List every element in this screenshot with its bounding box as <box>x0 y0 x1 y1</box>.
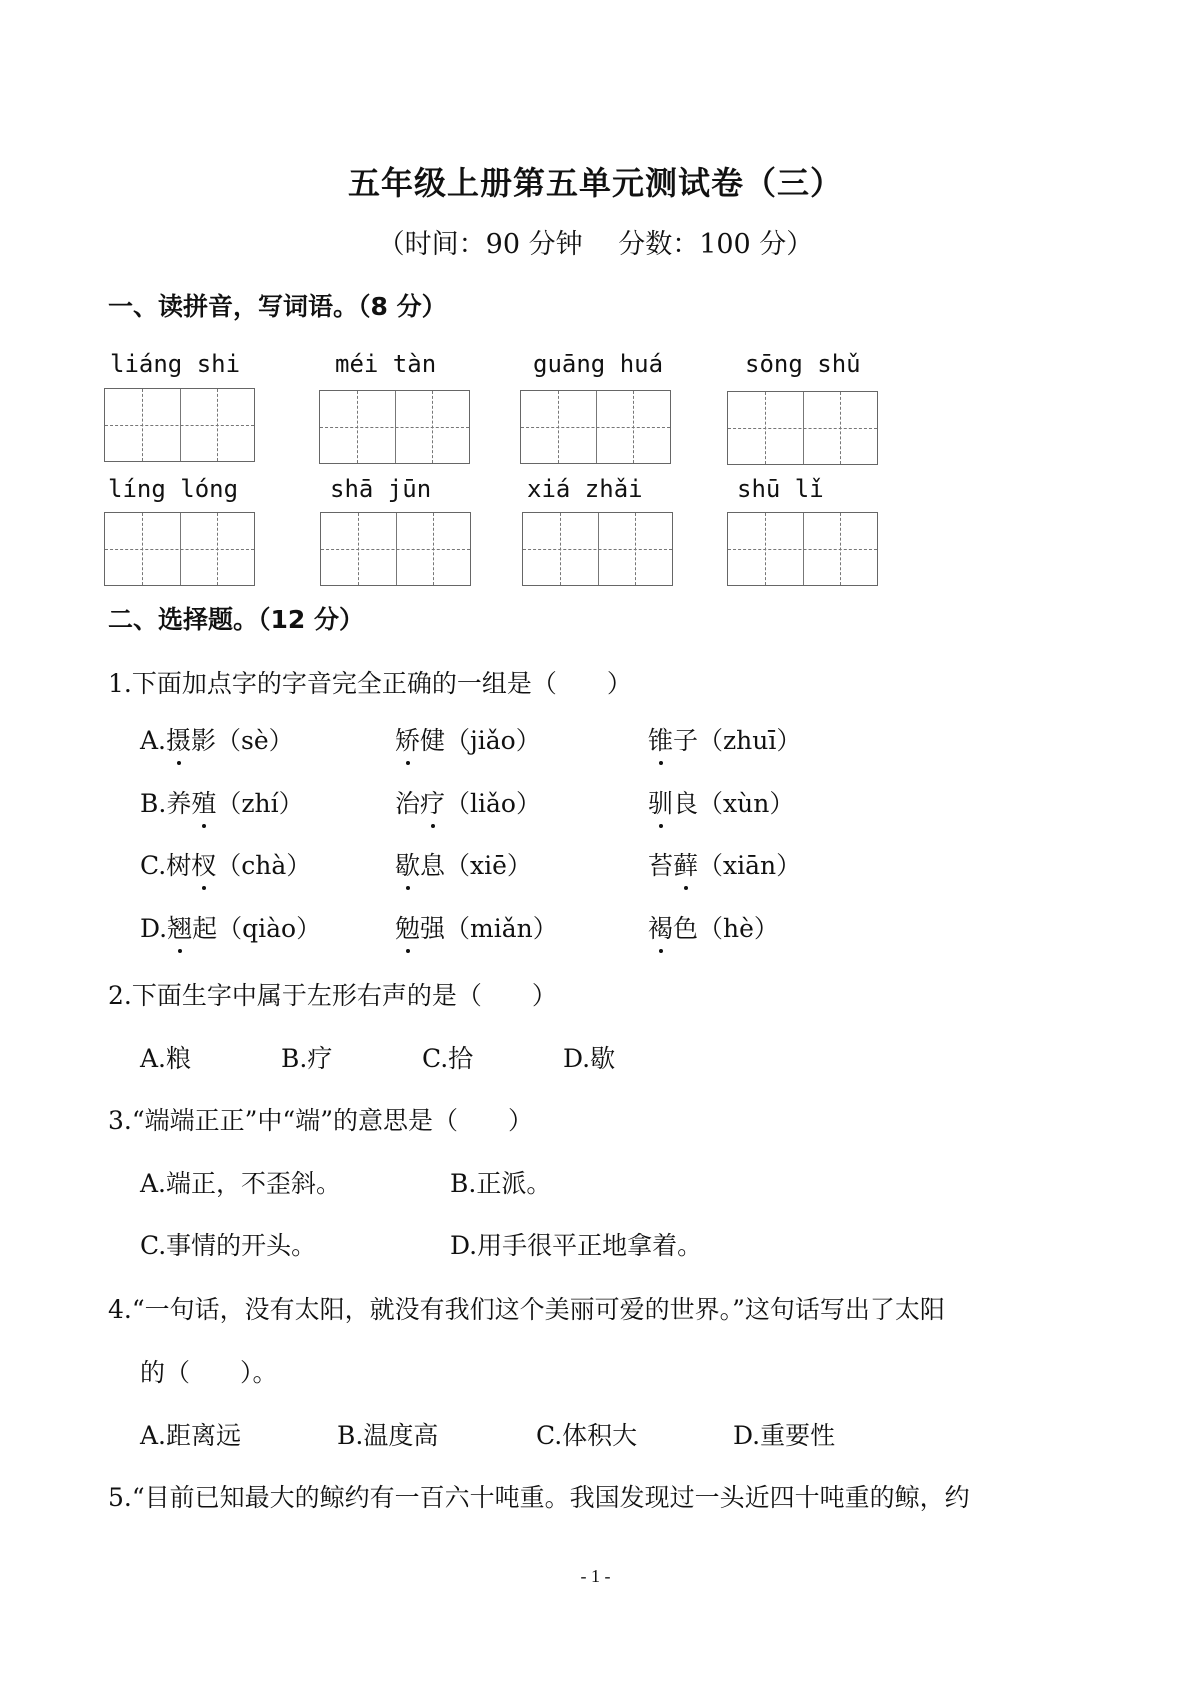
q4-option-d[interactable]: D.重要性 <box>733 1421 836 1450</box>
text: 树 <box>166 851 192 880</box>
text: （chà） <box>216 851 312 880</box>
q1-option-b[interactable] <box>140 784 304 820</box>
page-number: - 1 - <box>580 1566 611 1586</box>
writing-grid[interactable] <box>104 388 255 462</box>
question-4-stem: 4.“一句话，没有太阳，就没有我们这个美丽可爱的世界。”这句话写出了太阳 <box>108 1295 945 1324</box>
pinyin-label: shū lǐ <box>737 475 824 503</box>
q1-option-d-word2 <box>395 909 558 945</box>
writing-grid[interactable] <box>319 390 470 464</box>
writing-grid[interactable] <box>727 391 878 465</box>
exam-info: （时间：90 分钟 分数：100 分） <box>377 229 814 260</box>
q3-option-a[interactable]: A.端正，不歪斜。 <box>140 1169 342 1198</box>
q1-option-c[interactable] <box>140 846 311 882</box>
q1-option-b-word3 <box>648 784 794 820</box>
text: 苔 <box>648 851 674 880</box>
question-4-stem-cont: 的（ ）。 <box>140 1358 278 1387</box>
q1-option-d[interactable] <box>140 909 321 945</box>
option-label: C. <box>140 851 167 880</box>
q1-option-a-word3 <box>648 721 801 757</box>
dotted-char: 藓 <box>673 846 698 882</box>
q1-option-c-word3 <box>648 846 801 882</box>
q2-option-c[interactable]: C.拾 <box>422 1044 474 1073</box>
question-5-stem: 5.“目前已知最大的鲸约有一百六十吨重。我国发现过一头近四十吨重的鲸，约 <box>108 1483 970 1512</box>
q2-option-a[interactable]: A.粮 <box>140 1044 192 1073</box>
text: 健（jiǎo） <box>420 726 541 755</box>
text: 子（zhuī） <box>673 726 802 755</box>
pinyin-label: shā jūn <box>330 475 432 503</box>
q4-option-c[interactable]: C.体积大 <box>536 1421 638 1450</box>
text: 起（qiào） <box>192 914 322 943</box>
q2-option-d[interactable]: D.歇 <box>563 1044 616 1073</box>
dotted-char: 褐 <box>648 909 673 945</box>
dotted-char: 驯 <box>648 784 673 820</box>
pinyin-label: liáng shi <box>110 350 241 378</box>
q1-option-a[interactable] <box>140 721 294 757</box>
text: 强（miǎn） <box>420 914 558 943</box>
q1-option-b-word2 <box>395 784 541 820</box>
text: 治 <box>395 789 421 818</box>
pinyin-label: guāng huá <box>533 350 664 378</box>
text: （zhí） <box>216 789 304 818</box>
section2-heading: 二、选择题。（12 分） <box>108 605 364 634</box>
q1-option-c-word2 <box>395 846 532 882</box>
text: 色（hè） <box>673 914 779 943</box>
dotted-char: 疗 <box>420 784 445 820</box>
pinyin-label: sōng shǔ <box>745 350 861 378</box>
writing-grid[interactable] <box>727 512 878 586</box>
writing-grid[interactable] <box>320 512 471 586</box>
pinyin-label: méi tàn <box>335 350 437 378</box>
q4-option-a[interactable]: A.距离远 <box>140 1421 242 1450</box>
dotted-char: 歇 <box>395 846 420 882</box>
q1-option-a-word2 <box>395 721 541 757</box>
pinyin-label: líng lóng <box>108 475 239 503</box>
option-label: A. <box>140 726 167 755</box>
q2-option-b[interactable]: B.疗 <box>281 1044 333 1073</box>
option-label: D. <box>140 914 168 943</box>
dotted-char: 矫 <box>395 721 420 757</box>
dotted-char: 摄 <box>166 721 191 757</box>
q3-option-c[interactable]: C.事情的开头。 <box>140 1231 317 1260</box>
q4-option-b[interactable]: B.温度高 <box>337 1421 439 1450</box>
question-2-stem: 2.下面生字中属于左形右声的是（ ） <box>108 981 557 1010</box>
text: 影（sè） <box>191 726 294 755</box>
text: 息（xiē） <box>420 851 532 880</box>
text: 良（xùn） <box>673 789 795 818</box>
q1-option-d-word3 <box>648 909 779 945</box>
question-3-stem: 3.“端端正正”中“端”的意思是（ ） <box>108 1106 533 1135</box>
dotted-char: 勉 <box>395 909 420 945</box>
dotted-char: 翘 <box>167 909 192 945</box>
dotted-char: 杈 <box>191 846 216 882</box>
dotted-char: 殖 <box>191 784 216 820</box>
pinyin-label: xiá zhǎi <box>527 475 643 503</box>
dotted-char: 锥 <box>648 721 673 757</box>
text: 养 <box>166 789 192 818</box>
section1-heading: 一、读拼音，写词语。（8 分） <box>108 292 447 321</box>
question-1-stem: 1.下面加点字的字音完全正确的一组是（ ） <box>108 669 632 698</box>
writing-grid[interactable] <box>520 390 671 464</box>
text: （xiān） <box>698 851 802 880</box>
text: （liǎo） <box>445 789 541 818</box>
q3-option-b[interactable]: B.正派。 <box>450 1169 552 1198</box>
q3-option-d[interactable]: D.用手很平正地拿着。 <box>450 1231 703 1260</box>
option-label: B. <box>140 789 167 818</box>
writing-grid[interactable] <box>104 512 255 586</box>
writing-grid[interactable] <box>522 512 673 586</box>
page-title: 五年级上册第五单元测试卷（三） <box>347 164 843 202</box>
